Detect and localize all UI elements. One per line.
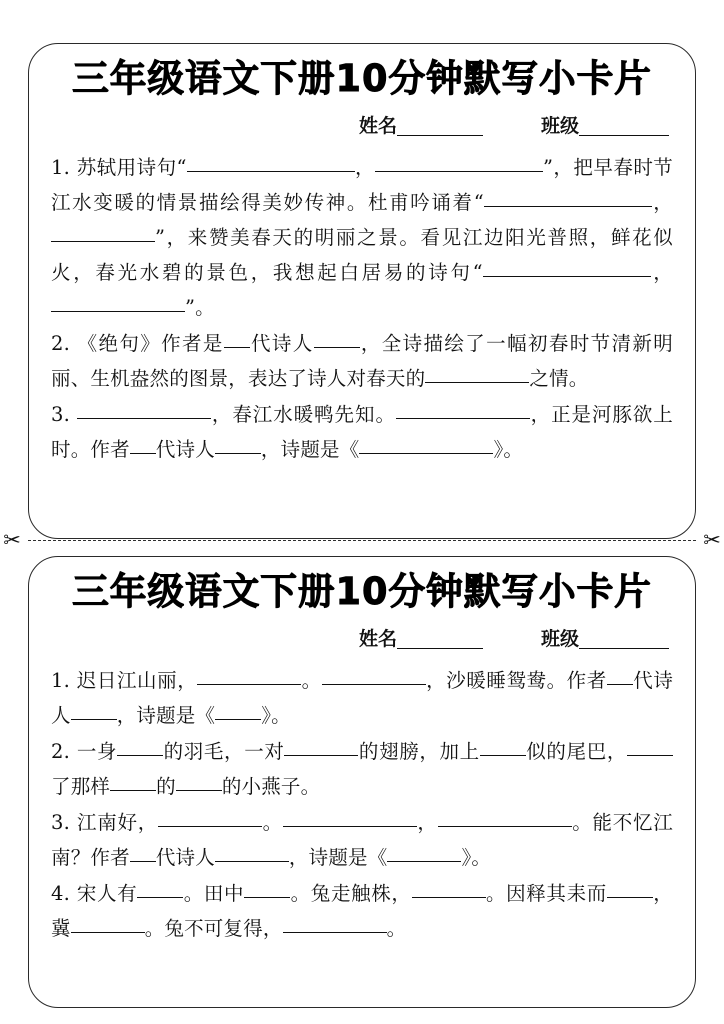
class-input-blank[interactable]: [579, 631, 669, 649]
answer-blank[interactable]: [71, 916, 145, 933]
question-text: 的羽毛，一对: [163, 740, 285, 764]
answer-blank[interactable]: [484, 190, 652, 207]
answer-blank[interactable]: [412, 881, 486, 898]
answer-blank[interactable]: [314, 331, 360, 348]
dashed-cut-line: [28, 540, 696, 541]
question-number: 1.: [51, 669, 77, 693]
question-text: 的翅膀，加上: [358, 740, 480, 764]
question-text: 代诗人: [155, 438, 215, 462]
question-text: 的: [156, 775, 176, 799]
question-text: 。兔不可复得，: [144, 917, 283, 941]
question-text: 迟日江山丽，: [76, 669, 198, 693]
name-input-blank[interactable]: [397, 118, 483, 136]
question-text: ，诗题是《: [260, 438, 360, 462]
answer-blank[interactable]: [284, 739, 358, 756]
scissors-icon: ✂: [3, 527, 21, 552]
question-list: [51, 663, 673, 946]
answer-blank[interactable]: [396, 402, 530, 419]
question-text: ，正是河豚欲上时。作者: [51, 403, 673, 462]
answer-blank[interactable]: [130, 845, 156, 862]
student-meta-row: [51, 630, 673, 649]
question-text: ，: [416, 811, 438, 835]
answer-blank[interactable]: [158, 810, 262, 827]
answer-blank[interactable]: [627, 739, 673, 756]
answer-blank[interactable]: [483, 260, 651, 277]
cut-divider: [0, 528, 724, 552]
answer-blank[interactable]: [244, 881, 290, 898]
answer-blank[interactable]: [607, 668, 633, 685]
question-text: ，沙暖睡鸳鸯。作者: [425, 669, 607, 693]
answer-blank[interactable]: [71, 703, 117, 720]
student-meta-row: [51, 117, 673, 136]
question-list: [51, 150, 673, 467]
answer-blank[interactable]: [176, 774, 222, 791]
question-text: ”，来赞美春天的明丽之景。看见江边阳光普照，鲜花似火，春光水碧的景色，我想起白居易的诗句“: [51, 226, 673, 285]
worksheet-card: [28, 43, 696, 539]
answer-blank[interactable]: [480, 739, 526, 756]
name-label: 姓名: [358, 115, 397, 138]
answer-blank[interactable]: [51, 295, 185, 312]
question-text: 一身: [76, 740, 118, 764]
question-text: 。田中: [183, 882, 245, 906]
question-number: 4.: [51, 882, 77, 906]
question-text: 代诗人: [51, 669, 674, 728]
class-input-blank[interactable]: [579, 118, 669, 136]
question-text: ，全诗描绘了一幅初春时节清新明丽、生机盎然的图景，表达了诗人对春天的: [51, 332, 673, 391]
name-field[interactable]: [359, 117, 483, 136]
question-text: ，: [354, 156, 375, 180]
question-item: [51, 397, 673, 467]
question-item: [51, 663, 673, 733]
question-text: 的小燕子。: [221, 775, 321, 799]
question-text: ，诗题是《: [116, 704, 216, 728]
question-text: ，: [651, 191, 674, 215]
question-number: 3.: [51, 403, 78, 427]
worksheet-card: [28, 556, 696, 1008]
question-text: 《绝句》作者是: [77, 332, 224, 356]
question-text: 似的尾巴，: [525, 740, 627, 764]
question-number: 2.: [51, 332, 78, 356]
class-field[interactable]: [541, 117, 669, 136]
answer-blank[interactable]: [117, 739, 163, 756]
class-label: 班级: [540, 628, 579, 651]
answer-blank[interactable]: [51, 225, 155, 242]
question-text: 。能不忆江南？作者: [51, 811, 673, 870]
page-title: 三年级语文下册10分钟默写小卡片: [72, 570, 652, 613]
question-number: 3.: [51, 811, 77, 835]
answer-blank[interactable]: [375, 155, 543, 172]
answer-blank[interactable]: [387, 845, 461, 862]
question-text: 。因释其耒而: [485, 882, 607, 906]
answer-blank[interactable]: [438, 810, 572, 827]
answer-blank[interactable]: [137, 881, 183, 898]
question-item: [51, 734, 673, 804]
question-item: [51, 150, 673, 325]
name-label: 姓名: [358, 628, 397, 651]
answer-blank[interactable]: [77, 402, 211, 419]
question-text: 。: [301, 669, 322, 693]
question-item: [51, 326, 673, 396]
answer-blank[interactable]: [215, 437, 261, 454]
answer-blank[interactable]: [425, 366, 529, 383]
question-number: 1.: [51, 156, 77, 180]
question-text: 。: [262, 811, 283, 835]
answer-blank[interactable]: [110, 774, 156, 791]
question-text: 苏轼用诗句“: [76, 156, 187, 180]
answer-blank[interactable]: [187, 155, 355, 172]
class-field[interactable]: [541, 630, 669, 649]
question-text: 宋人有: [76, 882, 138, 906]
question-text: ，冀: [51, 882, 674, 941]
name-field[interactable]: [359, 630, 483, 649]
question-text: 之情。: [529, 367, 589, 391]
answer-blank[interactable]: [359, 437, 493, 454]
page-title: 三年级语文下册10分钟默写小卡片: [72, 57, 652, 100]
answer-blank[interactable]: [197, 668, 301, 685]
question-text: 江南好，: [76, 811, 159, 835]
answer-blank[interactable]: [215, 845, 289, 862]
question-item: [51, 805, 673, 875]
question-text: 》。: [493, 438, 524, 462]
question-text: 。兔走触株，: [290, 882, 412, 906]
answer-blank[interactable]: [322, 668, 426, 685]
question-number: 2.: [51, 740, 77, 764]
question-text: 代诗人: [155, 846, 215, 870]
answer-blank[interactable]: [224, 331, 250, 348]
name-input-blank[interactable]: [397, 631, 483, 649]
question-text: ”。: [185, 296, 215, 320]
answer-blank[interactable]: [283, 916, 387, 933]
answer-blank[interactable]: [283, 810, 417, 827]
question-text: 。: [386, 917, 407, 941]
question-text: 》。: [461, 846, 492, 870]
question-text: ”，把早春时节江水变暖的情景描绘得美妙传神。杜甫吟诵着“: [51, 156, 674, 215]
question-item: [51, 876, 673, 946]
scissors-icon: ✂: [703, 527, 721, 552]
question-text: 了那样: [51, 775, 111, 799]
question-text: 》。: [261, 704, 291, 728]
question-text: ，春江水暖鸭先知。: [211, 403, 396, 427]
question-text: 代诗人: [249, 332, 314, 356]
question-text: ，诗题是《: [288, 846, 388, 870]
answer-blank[interactable]: [215, 703, 261, 720]
class-label: 班级: [540, 115, 579, 138]
question-text: ，: [650, 261, 673, 285]
answer-blank[interactable]: [130, 437, 156, 454]
answer-blank[interactable]: [607, 881, 653, 898]
